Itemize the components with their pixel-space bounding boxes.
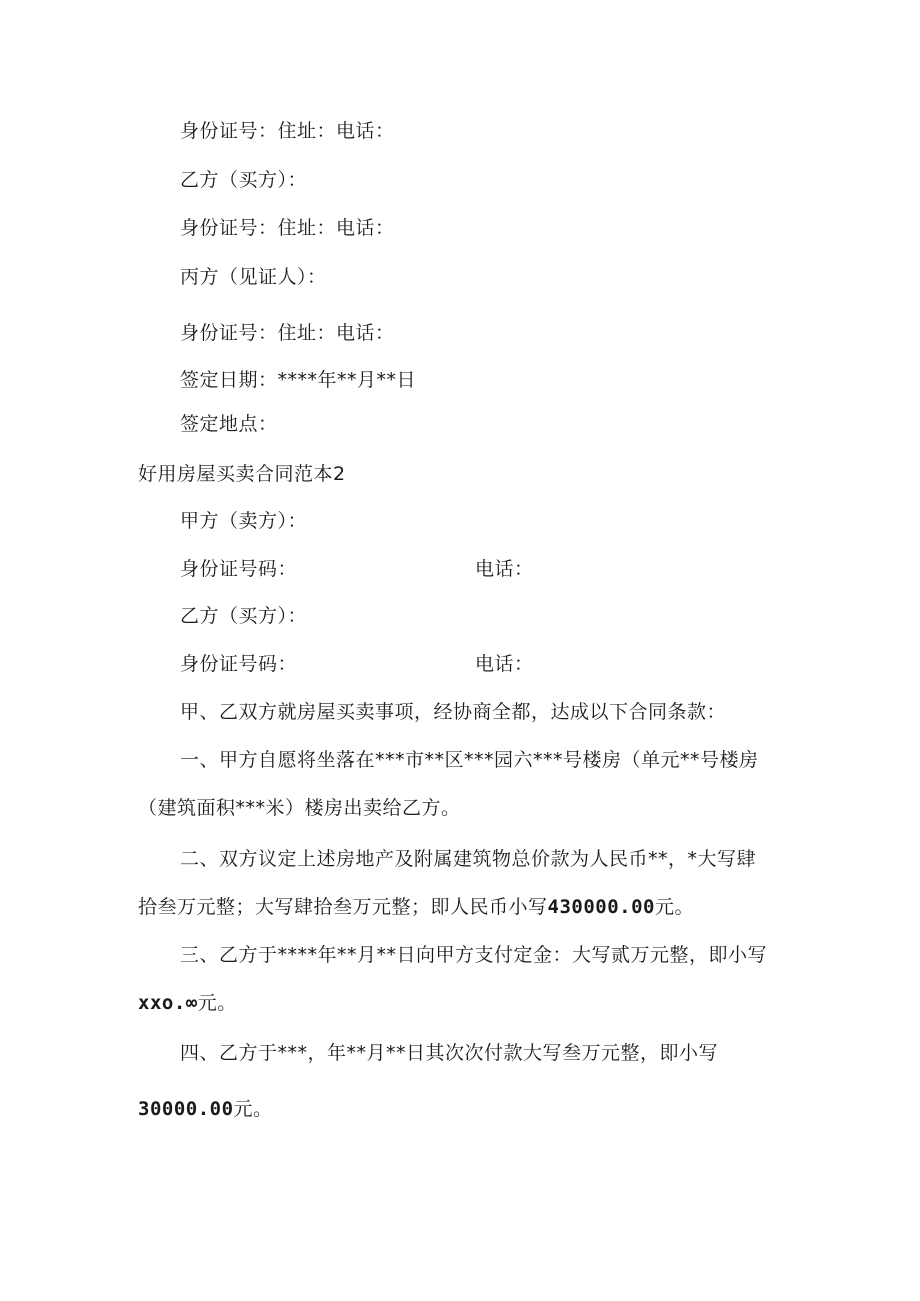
clause-2-amount: 430000.00 xyxy=(547,896,655,918)
preamble: 甲、乙双方就房屋买卖事项，经协商全都，达成以下合同条款： xyxy=(180,701,727,723)
clause-3-unit: 元。 xyxy=(197,992,237,1014)
clause-1-line-2: （建筑面积***米）楼房出卖给乙方。 xyxy=(138,797,461,819)
clause-4-line-2 xyxy=(138,1097,273,1121)
clause-4-line-1: 四、乙方于***，年**月**日其次次付款大写叁万元整，即小写 xyxy=(180,1042,719,1064)
party-c-label: 丙方（见证人）： xyxy=(180,266,327,288)
party-b-label: 乙方（买方）： xyxy=(180,169,308,191)
clause-2-text: 拾叁万元整；大写肆拾叁万元整；即人民币小写 xyxy=(138,896,548,918)
clause-1-line-1: 一、甲方自愿将坐落在***市**区***园六***号楼房（单元**号楼房 xyxy=(180,749,759,771)
buyer-label: 乙方（买方）： xyxy=(180,605,308,627)
clause-2-unit: 元。 xyxy=(654,896,694,918)
contract-heading: 好用房屋买卖合同范本2 xyxy=(138,463,346,485)
clause-3-line-2 xyxy=(138,991,237,1015)
seller-id-label: 身份证号码： xyxy=(180,558,298,580)
clause-2-line-2 xyxy=(138,895,694,919)
signing-place: 签定地点： xyxy=(180,413,278,435)
clause-2-line-1: 二、双方议定上述房地产及附属建筑物总价款为人民币**，*大写肆 xyxy=(180,848,757,870)
clause-4-unit: 元。 xyxy=(233,1098,273,1120)
buyer-phone-label: 电话： xyxy=(475,653,534,675)
seller-phone-label: 电话： xyxy=(475,558,534,580)
seller-label: 甲方（卖方）： xyxy=(180,510,308,532)
signing-date: 签定日期：****年**月**日 xyxy=(180,369,417,391)
clause-4-amount: 30000.00 xyxy=(138,1098,234,1120)
party-b-id-line: 身份证号：住址：电话： xyxy=(180,217,395,239)
party-c-id-line: 身份证号：住址：电话： xyxy=(180,322,395,344)
buyer-id-label: 身份证号码： xyxy=(180,653,298,675)
clause-3-amount: xxo.∞ xyxy=(138,992,198,1014)
party-a-id-line: 身份证号：住址：电话： xyxy=(180,120,395,142)
clause-3-line-1: 三、乙方于****年**月**日向甲方支付定金：大写贰万元整，即小写 xyxy=(180,944,768,966)
